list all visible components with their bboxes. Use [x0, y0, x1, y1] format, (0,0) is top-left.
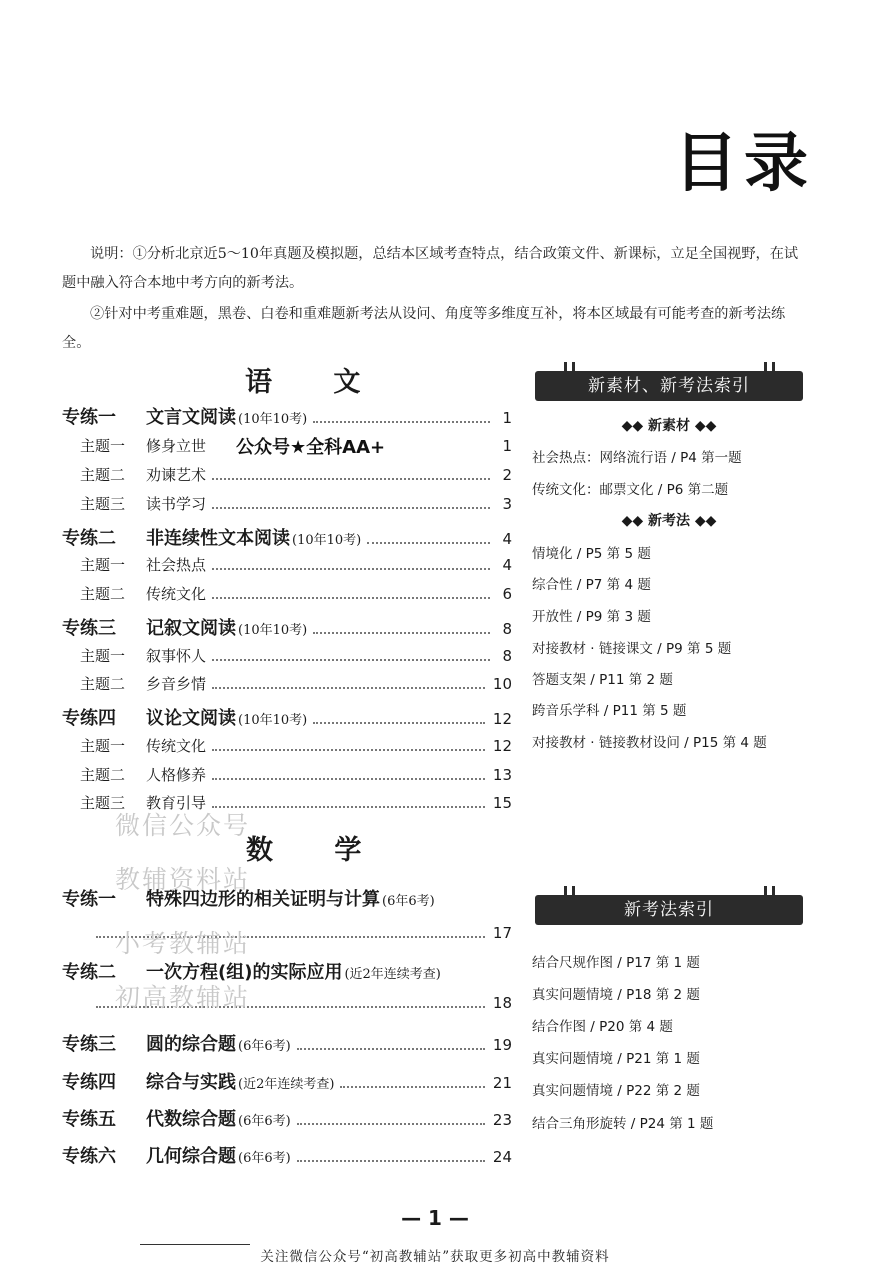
topic-name: 劝谏艺术 [146, 466, 207, 484]
page-ref: 6 [502, 585, 512, 603]
sub-heading-new-material: ◆◆ 新素材 ◆◆ [621, 418, 717, 434]
toc-unit[interactable] [62, 614, 512, 640]
unit-name: 文言文阅读 [146, 407, 236, 428]
intro-notes [62, 240, 810, 358]
toc-topic[interactable] [80, 554, 512, 575]
index-item: 综合性 / P7 第 4 题 [532, 577, 651, 593]
topic-name: 修身立世 [146, 437, 207, 455]
page-ref: 1 [502, 409, 512, 427]
page-ref: 19 [492, 1036, 512, 1054]
unit-name: 几何综合题 [146, 1146, 236, 1167]
unit-name: 特殊四边形的相关证明与计算 [146, 889, 380, 910]
page-number: — 1 — [401, 1206, 469, 1230]
index-item: 结合尺规作图 / P17 第 1 题 [532, 955, 700, 971]
unit-name: 记叙文阅读 [146, 618, 236, 639]
topic-name: 读书学习 [146, 495, 207, 513]
toc-unit[interactable] [62, 1068, 512, 1094]
dot-leader [297, 1048, 485, 1050]
topic-label: 主题一 [80, 437, 126, 455]
page-ref: 2 [502, 466, 512, 484]
unit-label: 专练六 [62, 1146, 116, 1167]
page-ref: 12 [492, 710, 512, 728]
topic-label: 主题二 [80, 766, 126, 784]
sub-heading-new-method: ◆◆ 新考法 ◆◆ [621, 513, 717, 529]
dot-leader [212, 659, 490, 661]
page-title: 目录 [674, 127, 814, 201]
page-ref: 12 [492, 737, 512, 755]
toc-topic[interactable] [80, 764, 512, 785]
dot-leader [212, 568, 490, 570]
page-ref: 13 [492, 766, 512, 784]
toc-topic[interactable] [80, 645, 512, 666]
topic-name: 传统文化 [146, 737, 207, 755]
unit-label: 专练二 [62, 962, 116, 983]
dot-leader [212, 687, 485, 689]
unit-count: (近2年连续考查) [238, 1077, 335, 1092]
topic-name: 传统文化 [146, 585, 207, 603]
topic-name: 叙事怀人 [146, 647, 207, 665]
page-ref: 4 [502, 530, 512, 548]
toc-topic[interactable] [80, 673, 512, 694]
dot-leader [367, 542, 490, 544]
unit-label: 专练二 [62, 528, 116, 549]
dot-leader [340, 1086, 484, 1088]
section-heading-yuwen: 语 文 [245, 367, 387, 398]
dot-leader [212, 778, 485, 780]
unit-count: (10年10考) [238, 412, 308, 427]
dot-leader [212, 478, 490, 480]
topic-label: 主题一 [80, 647, 126, 665]
unit-label: 专练一 [62, 407, 116, 428]
page-ref: 4 [502, 556, 512, 574]
watermark-text: 小考教辅站 [115, 929, 251, 958]
unit-label: 专练四 [62, 708, 116, 729]
index-item: 对接教材 · 链接教材设问 / P15 第 4 题 [532, 735, 767, 751]
unit-name: 圆的综合题 [146, 1034, 236, 1055]
topic-label: 主题一 [80, 556, 126, 574]
topic-label: 主题二 [80, 585, 126, 603]
watermark-text: 微信公众号 [115, 811, 251, 840]
unit-name: 非连续性文本阅读 [146, 528, 290, 549]
index-item: 对接教材 · 链接课文 / P9 第 5 题 [532, 641, 732, 657]
unit-count: (6年6考) [238, 1151, 291, 1166]
dot-leader [212, 806, 485, 808]
topic-name: 人格修养 [146, 766, 207, 784]
page-ref: 18 [492, 994, 512, 1012]
footer-note: 关注微信公众号“初高教辅站”获取更多初高中教辅资料 [260, 1249, 610, 1265]
unit-count: (10年10考) [238, 623, 308, 638]
toc-unit[interactable] [62, 524, 512, 550]
index-item: 真实问题情境 / P18 第 2 题 [532, 987, 700, 1003]
page-ref: 17 [492, 924, 512, 942]
note-2: ②针对中考重难题，黑卷、白卷和重难题新考法从设问、角度等多维度互补，将本区域最有可能考查的新考法练全。 [62, 306, 786, 351]
toc-unit[interactable] [62, 1142, 512, 1168]
dot-leader [313, 722, 485, 724]
topic-label: 主题三 [80, 794, 126, 812]
dot-leader [212, 597, 490, 599]
section-heading-shuxue: 数 学 [246, 835, 388, 866]
unit-label: 专练三 [62, 618, 116, 639]
dot-leader [313, 632, 490, 634]
unit-count: (6年6考) [238, 1039, 291, 1054]
watermark-text: 初高教辅站 [115, 983, 251, 1012]
topic-label: 主题三 [80, 495, 126, 513]
page-ref: 1 [502, 437, 512, 455]
toc-unit[interactable] [62, 1105, 512, 1131]
index-item: 传统文化：邮票文化 / P6 第二题 [532, 482, 729, 498]
dot-leader [297, 1160, 485, 1162]
index-item: 跨音乐学科 / P11 第 5 题 [532, 703, 687, 719]
page-ref: 10 [492, 675, 512, 693]
page-ref: 15 [492, 794, 512, 812]
unit-label: 专练四 [62, 1072, 116, 1093]
toc-topic[interactable] [80, 493, 512, 514]
unit-label: 专练三 [62, 1034, 116, 1055]
index-item: 真实问题情境 / P22 第 2 题 [532, 1083, 700, 1099]
unit-label: 专练一 [62, 889, 116, 910]
unit-count: (6年6考) [238, 1114, 291, 1129]
index-item: 真实问题情境 / P21 第 1 题 [532, 1051, 700, 1067]
page-ref: 8 [502, 620, 512, 638]
index-banner-new-method: 新考法索引 [535, 895, 803, 925]
watermark-text: 教辅资料站 [115, 865, 251, 894]
index-item: 结合三角形旋转 / P24 第 1 题 [532, 1116, 714, 1132]
unit-name: 综合与实践 [146, 1072, 236, 1093]
index-item: 社会热点：网络流行语 / P4 第一题 [532, 450, 742, 466]
unit-name: 代数综合题 [146, 1109, 236, 1130]
toc-topic[interactable] [80, 735, 512, 756]
page-ref: 8 [502, 647, 512, 665]
toc-topic[interactable] [80, 583, 512, 604]
unit-name: 议论文阅读 [146, 708, 236, 729]
unit-label: 专练五 [62, 1109, 116, 1130]
page-ref: 21 [492, 1074, 512, 1092]
topic-name: 乡音乡情 [146, 675, 207, 693]
topic-name: 社会热点 [146, 556, 207, 574]
unit-name: 一次方程(组)的实际应用 [146, 962, 343, 983]
toc-unit[interactable] [62, 704, 512, 730]
topic-name: 教育引导 [146, 794, 207, 812]
dot-leader [212, 507, 490, 509]
toc-unit[interactable] [62, 1030, 512, 1056]
unit-count: (10年10考) [238, 713, 308, 728]
page-ref: 3 [502, 495, 512, 513]
index-item: 开放性 / P9 第 3 题 [532, 609, 651, 625]
note-1: 说明：①分析北京近5～10年真题及模拟题，总结本区域考查特点，结合政策文件、新课标，立足全国视野，在试题中融入符合本地中考方向的新考法。 [62, 246, 799, 291]
toc-topic[interactable] [80, 464, 512, 485]
topic-label: 主题二 [80, 466, 126, 484]
index-item: 答题支架 / P11 第 2 题 [532, 672, 673, 688]
promo-stamp: 公众号★全科AA+ [236, 437, 386, 458]
topic-label: 主题一 [80, 737, 126, 755]
dot-leader [297, 1123, 485, 1125]
dot-leader [313, 421, 490, 423]
dot-leader [212, 749, 485, 751]
page-ref: 24 [492, 1148, 512, 1166]
page-ref: 23 [492, 1111, 512, 1129]
index-banner-new-material: 新素材、新考法索引 [535, 371, 803, 401]
index-item: 结合作图 / P20 第 4 题 [532, 1019, 673, 1035]
topic-label: 主题二 [80, 675, 126, 693]
unit-count: (10年10考) [292, 533, 362, 548]
toc-unit[interactable] [62, 403, 512, 429]
unit-count: (6年6考) [382, 894, 435, 909]
unit-count: (近2年连续考查) [344, 967, 441, 982]
index-item: 情境化 / P5 第 5 题 [532, 546, 651, 562]
